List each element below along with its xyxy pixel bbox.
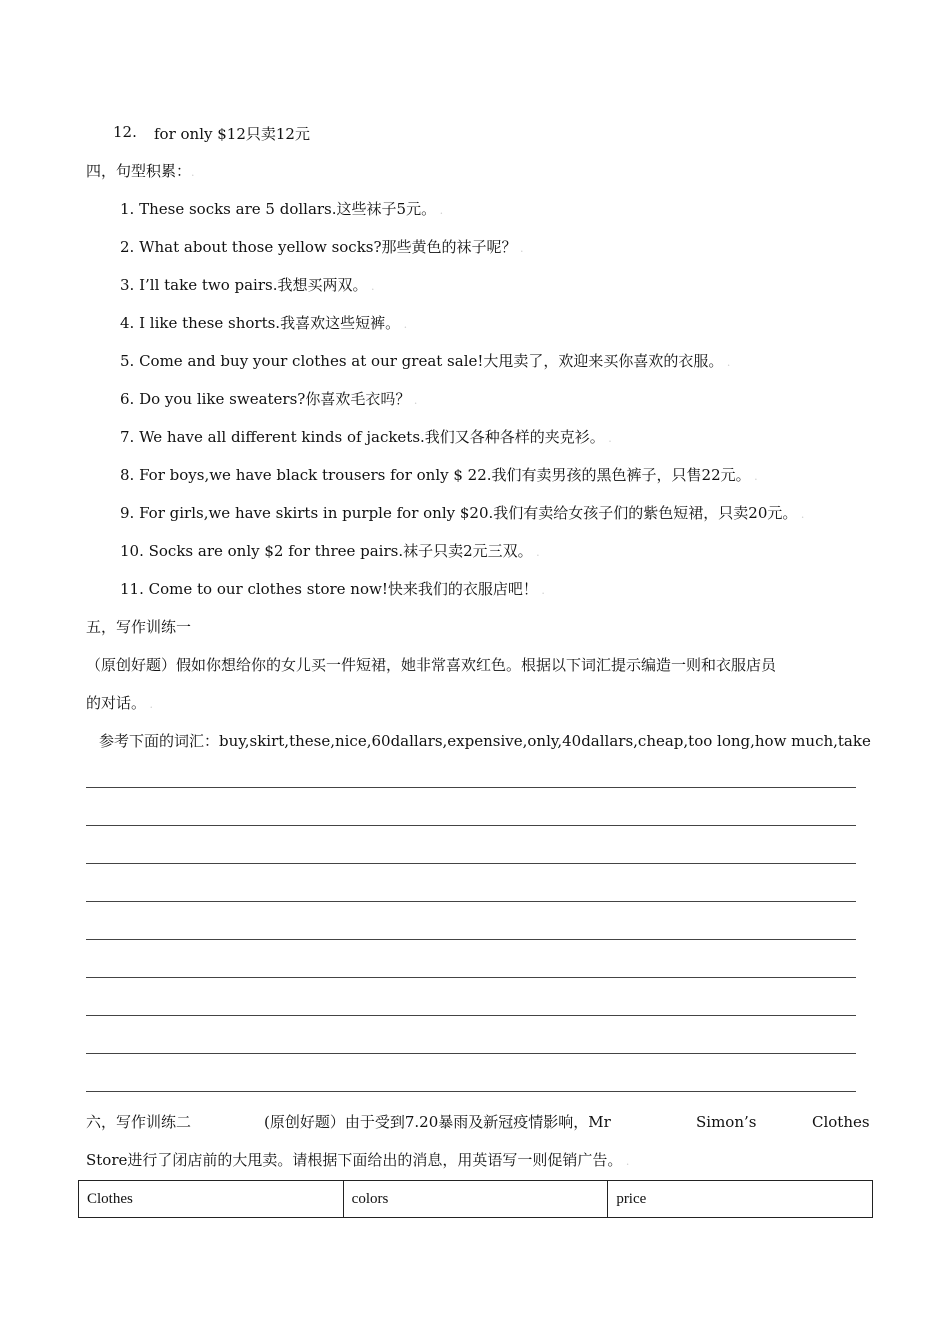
sentence-5-text: 5. Come and buy your clothes at our great sale!大甩卖了，欢迎来买你喜欢的衣服。 — [120, 352, 724, 370]
writing-line — [86, 1015, 856, 1016]
sentence-4 — [120, 313, 407, 335]
sentence-7-text: 7. We have all different kinds of jackets.我们又各种各样的夹克衫。 — [120, 428, 605, 446]
section5-prompt-line2 — [86, 693, 153, 715]
sentence-4-text: 4. I like these shorts.我喜欢这些短裤。 — [120, 314, 401, 332]
writing-line — [86, 863, 856, 864]
sentence-7 — [120, 427, 612, 449]
paragraph-mark: . — [367, 280, 375, 293]
sentence-11-text: 11. Come to our clothes store now!快来我们的衣服店吧！ — [120, 580, 538, 598]
writing-line — [86, 901, 856, 902]
section6-prompt-line2-text: Store进行了闭店前的大甩卖。请根据下面给出的消息，用英语写一则促销广告。 — [86, 1151, 623, 1169]
section5-prompt-line1: （原创好题）假如你想给你的女儿买一件短裙，她非常喜欢红色。根据以下词汇提示编造一则和衣服店员 — [86, 656, 777, 674]
section6-prompt-a: (原创好题）由于受到7.20暴雨及新冠疫情影响，Mr — [264, 1113, 611, 1131]
sentence-2 — [120, 237, 524, 259]
paragraph-mark: . — [622, 1155, 630, 1168]
section4-heading-text: 四，句型积累： — [86, 162, 192, 180]
section6-prompt-b: Simon’s — [696, 1113, 757, 1131]
writing-line — [86, 787, 856, 788]
writing-line — [86, 825, 856, 826]
section6-prompt-c: Clothes — [812, 1113, 870, 1131]
paragraph-mark: . — [604, 432, 612, 445]
sentence-3 — [120, 275, 375, 297]
paragraph-mark: . — [400, 318, 408, 331]
paragraph-mark: . — [191, 166, 195, 179]
section6-heading: 六，写作训练二 — [86, 1113, 192, 1131]
sentence-10 — [120, 541, 540, 563]
clothes-price-table — [78, 1180, 873, 1218]
table-header-price: price — [608, 1181, 873, 1218]
sentence-8-text: 8. For boys,we have black trousers for only $ 22.我们有卖男孩的黑色裤子，只售22元。 — [120, 466, 751, 484]
item-12-text: for only $12只卖12元 — [154, 125, 310, 143]
paragraph-mark: . — [723, 356, 731, 369]
section5-reference-words: 参考下面的词汇：buy,skirt,these,nice,60dallars,expensive,only,40dallars,cheap,too long,how much,take — [99, 732, 871, 750]
sentence-10-text: 10. Socks are only $2 for three pairs.袜子只卖2元三双。 — [120, 542, 533, 560]
paragraph-mark: . — [516, 242, 524, 255]
paragraph-mark: . — [537, 584, 545, 597]
sentence-3-text: 3. I’ll take two pairs.我想买两双。 — [120, 276, 368, 294]
sentence-11 — [120, 579, 545, 601]
paragraph-mark: . — [436, 204, 444, 217]
paragraph-mark: . — [410, 394, 418, 407]
table-header-colors: colors — [343, 1181, 608, 1218]
item-12-number: 12. — [113, 123, 137, 141]
sentence-6-text: 6. Do you like sweaters?你喜欢毛衣吗？ — [120, 390, 411, 408]
paragraph-mark: . — [532, 546, 540, 559]
sentence-9-text: 9. For girls,we have skirts in purple for only $20.我们有卖给女孩子们的紫色短裙，只卖20元。 — [120, 504, 798, 522]
writing-line — [86, 1053, 856, 1054]
table-header-row — [79, 1181, 873, 1218]
paragraph-mark: . — [750, 470, 758, 483]
sentence-1 — [120, 199, 443, 221]
section6-first-line — [86, 1112, 870, 1132]
paragraph-mark: . — [797, 508, 805, 521]
section4-heading — [86, 161, 195, 183]
section6-prompt-line2 — [86, 1150, 629, 1172]
section5-prompt-line2-text: 的对话。 — [86, 694, 147, 712]
paragraph-mark: . — [146, 698, 154, 711]
writing-line — [86, 939, 856, 940]
writing-line — [86, 1091, 856, 1092]
sentence-9 — [120, 503, 804, 525]
section5-heading: 五，写作训练一 — [86, 618, 192, 636]
sentence-1-text: 1. These socks are 5 dollars.这些袜子5元。 — [120, 200, 437, 218]
sentence-2-text: 2. What about those yellow socks?那些黄色的袜子呢？ — [120, 238, 517, 256]
writing-line — [86, 977, 856, 978]
sentence-6 — [120, 389, 417, 411]
table-header-clothes: Clothes — [79, 1181, 344, 1218]
sentence-8 — [120, 465, 758, 487]
sentence-5 — [120, 351, 730, 373]
